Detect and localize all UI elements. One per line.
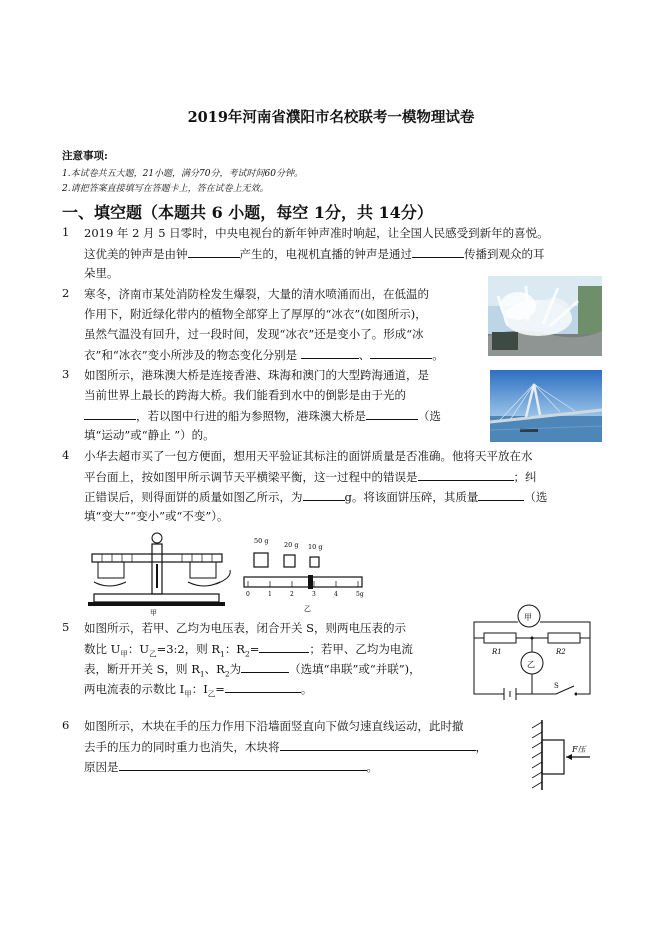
question-1-line-2: 这优美的钟声是由钟 产生的，电视机直播的钟声是通过 传播到观众的耳	[84, 247, 545, 261]
force-arrow-icon	[566, 754, 572, 760]
meter-yi-label: 乙	[527, 660, 535, 669]
question-4-line-4: 填“变大”“变小”或“不变”）。	[84, 509, 229, 523]
question-3-line-1: 如图所示，港珠澳大桥是连接香港、珠海和澳门的大型跨海通道，是	[84, 368, 429, 382]
question-5-line-2: 数比 $U_甲$：$U_乙=3:2$，则 $R_1$：$R_2=$ ；若甲、乙均为电流	[84, 642, 413, 659]
question-5-line-3: 表，断开开关 S，则 $R_1$、$R_2$为 （选填“串联”或“并联”)，	[84, 662, 421, 679]
figure-label-yi: 乙	[304, 605, 311, 613]
weight-20g-icon	[284, 555, 295, 567]
scale-tick-label: 4	[334, 591, 338, 598]
answer-blank[interactable]	[119, 758, 367, 771]
answer-blank[interactable]	[225, 680, 301, 693]
page-title: 2019年河南省濮阳市名校联考一模物理试卷	[187, 109, 475, 126]
question-number: 6	[62, 718, 70, 732]
weights-scale-figure	[240, 535, 370, 615]
question-2-line-2: 作用下，附近绿化带内的植物全部穿上了厚厚的“冰衣”(如图所示)，	[84, 307, 427, 321]
weight-label-10g: 10 g	[308, 543, 323, 551]
weight-10g-icon	[310, 557, 319, 567]
answer-blank[interactable]	[418, 468, 514, 481]
question-number: 2	[62, 286, 70, 300]
bridge-photo	[490, 370, 602, 442]
question-6-line-1: 如图所示，木块在手的压力作用下沿墙面竖直向下做匀速直线运动，此时撤	[84, 719, 464, 733]
answer-blank[interactable]	[303, 488, 345, 501]
question-1-line-1: 2019 年 2 月 5 日零时，中央电视台的新年钟声准时响起，让全国人民感受到新年的喜悦。	[84, 226, 549, 240]
answer-blank[interactable]	[241, 660, 289, 673]
weight-label-20g: 20 g	[284, 541, 299, 549]
wooden-block	[542, 740, 564, 774]
question-6-line-2: 去手的压力的同时重力也消失，木块将 ，	[84, 740, 487, 754]
question-4-line-2: 平台面上，按如图甲所示调节天平横梁平衡，这一过程中的错误是 ；纠	[84, 470, 537, 484]
answer-blank[interactable]	[366, 407, 418, 420]
rider-icon	[308, 575, 313, 589]
weight-label-50g: 50 g	[254, 537, 269, 545]
note-item-2: 2.请把答案直接填写在答题卡上，答在试卷上无效。	[62, 184, 269, 194]
question-3-line-3: ，若以图中行进的船为参照物，港珠澳大桥是 （选	[84, 407, 441, 424]
circuit-diagram	[464, 600, 600, 700]
answer-blank[interactable]	[478, 488, 524, 501]
resistor-r2	[548, 633, 580, 643]
note-item-1: 1.本试卷共五大题，21小题，满分70分，考试时间60分钟。	[62, 169, 303, 179]
frozen-fountain-photo	[488, 276, 602, 356]
section-heading: 一、填空题（本题共 6 小题，每空 1分，共 14分）	[62, 203, 433, 222]
question-2-line-1: 寒冬，济南市某处消防栓发生爆裂，大量的清水喷涌而出，在低温的	[84, 287, 429, 301]
answer-blank[interactable]	[188, 245, 240, 258]
notes-heading: 注意事项:	[62, 150, 108, 162]
figure-label-jia: 甲	[150, 609, 157, 616]
question-4-line-3: 正错误后，则得面饼的质量如图乙所示，为 g。将该面饼压碎，其质量 （选	[84, 490, 548, 504]
wall-block-figure	[528, 718, 604, 792]
question-2-line-4: 衣”和“冰衣”变小所涉及的物态变化分别是 、 。	[84, 348, 444, 362]
answer-blank[interactable]	[412, 245, 464, 258]
balance-figure	[84, 530, 234, 616]
scale-tick-label: 2	[290, 591, 294, 598]
force-label: F压	[572, 745, 586, 754]
scale-tick-label: 1	[268, 591, 272, 598]
question-number: 1	[62, 225, 70, 239]
scale-tick-label: 3	[312, 591, 316, 598]
answer-blank[interactable]	[301, 346, 359, 359]
answer-blank[interactable]	[84, 407, 136, 420]
answer-blank[interactable]	[280, 738, 476, 751]
ruler-scale	[244, 577, 362, 587]
switch-label: S	[554, 682, 559, 690]
question-5-line-4: 两电流表的示数比 $I_甲$：$I_乙=$ 。	[84, 682, 313, 699]
resistor-r2-label: R2	[556, 648, 566, 656]
question-4-line-1: 小华去超市买了一包方便面，想用天平验证其标注的面饼质量是否准确。他将天平放在水	[84, 449, 533, 463]
question-2-line-3: 虽然气温没有回升，过一段时间，发现“冰衣”还是变小了。形成“冰	[84, 327, 424, 341]
question-6-line-3: 原因是 。	[84, 760, 378, 774]
answer-blank[interactable]	[370, 346, 432, 359]
question-5-line-1: 如图所示，若甲、乙均为电压表，闭合开关 S，则两电压表的示	[84, 621, 407, 635]
resistor-r1-label: R1	[492, 648, 502, 656]
weight-50g-icon	[254, 553, 268, 567]
question-1-line-3: 朵里。	[84, 266, 119, 280]
scale-tick-label: 5g	[356, 591, 364, 598]
resistor-r1	[484, 633, 516, 643]
question-3-line-4: 填“运动”或“静止 ”）的。	[84, 428, 215, 442]
meter-jia-label: 甲	[524, 613, 532, 622]
scale-tick-label: 0	[246, 591, 250, 598]
question-number: 3	[62, 367, 70, 381]
question-number: 5	[62, 620, 70, 634]
question-number: 4	[62, 448, 70, 462]
question-3-line-2: 当前世界上最长的跨海大桥。我们能看到水中的倒影是由于光的	[84, 388, 406, 402]
answer-blank[interactable]	[259, 640, 309, 653]
